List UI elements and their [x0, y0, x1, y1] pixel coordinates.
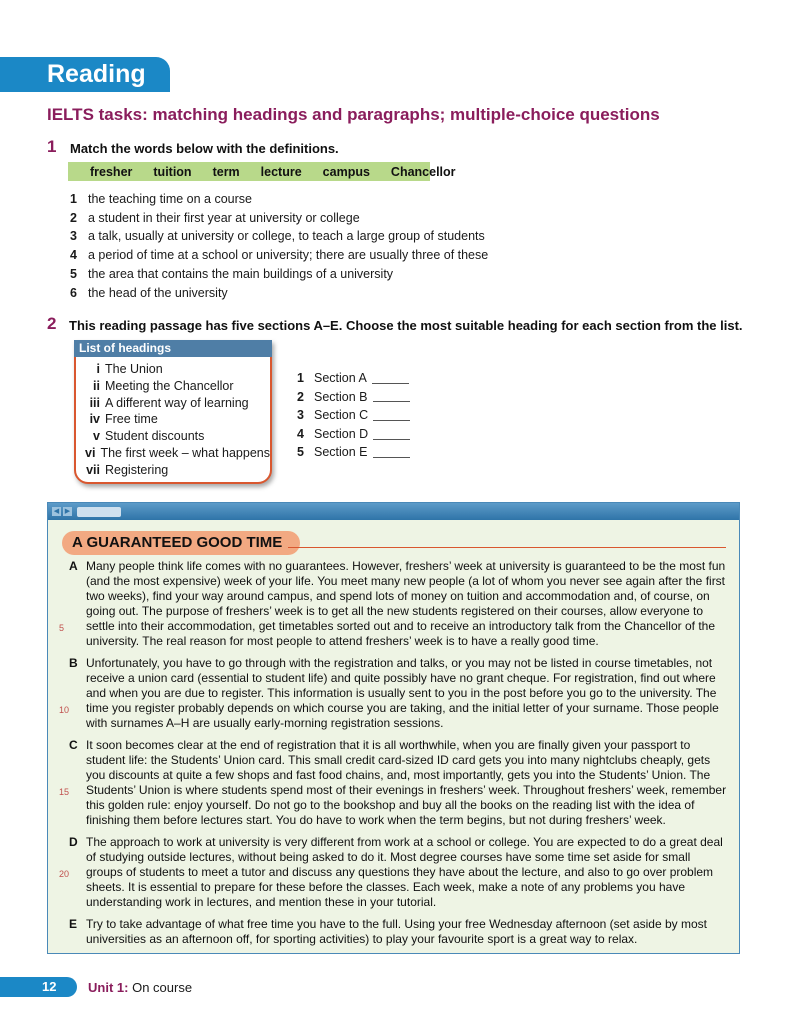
item-text: Section A — [314, 371, 367, 385]
item-number: 2 — [297, 389, 304, 404]
passage-paragraph — [69, 917, 729, 947]
unit-label — [88, 980, 192, 995]
passage-window — [47, 502, 740, 954]
item-number: 2 — [70, 210, 77, 225]
list-item — [70, 246, 488, 265]
list-item — [297, 388, 410, 407]
answer-blank[interactable] — [373, 447, 410, 458]
item-number: 4 — [70, 248, 77, 263]
item-text: Registering — [105, 462, 169, 477]
item-number: iv — [89, 412, 100, 427]
item-text: A different way of learning — [105, 395, 249, 410]
item-number: 5 — [297, 445, 304, 460]
list-item — [297, 443, 410, 462]
item-number: 4 — [297, 426, 304, 441]
item-number: vi — [85, 445, 96, 460]
list-item — [297, 406, 410, 425]
item-number: iii — [89, 395, 100, 410]
task-1-number: 1 — [47, 137, 57, 156]
unit-title: On course — [132, 980, 193, 995]
paragraph-text: Many people think life comes with no guarantees. However, freshers’ week at university is guaranteed to be the most fun (and the most expensive) week of your life. You meet many new people (a lot of whom you never see again after the first two weeks), find your way around campus, and spend lots of money on tuition and accommodation and, of course, on going out. The purpose of freshers’ week is to get all the new students registered on their courses, allow everyone to settle into their accommodation, get timetables sorted out and to receive an introductory talk from the Chancellor of the university. The real reason for most people to attend freshers’ week is to have a really good time. — [86, 559, 726, 648]
section-tab: Reading — [0, 57, 170, 92]
page-number: 12 — [0, 977, 77, 997]
answer-blank[interactable] — [373, 429, 410, 440]
item-text: a talk, usually at university or college, to teach a large group of students — [88, 229, 485, 244]
paragraph-text: It soon becomes clear at the end of registration that it is all worthwhile, when you are finally given your passport to student life: the Students’ Union card. This small credit card-sized ID card gets you into many nightclubs cheaply, gets you discounts at quite a few shops and fast food chains, and, most importantly, gets you into the Students’ Union. The Students’ Union is where students spend most of their evenings in freshers’ week. Throughout freshers’ week, remember this golden rule: enjoy yourself. Do not go to the bookshop and buy all the books on the reading list with the idea of finishing them before lectures start. You do have to work when the term begins, but not during freshers’ week. — [86, 738, 727, 827]
line-number: 5 — [59, 623, 65, 633]
item-text: a period of time at a school or university; there are usually three of these — [88, 248, 489, 263]
item-number: 5 — [70, 266, 77, 281]
definitions-list — [70, 190, 488, 302]
passage-paragraph — [69, 656, 729, 731]
sections-answer-list — [297, 369, 410, 462]
list-item — [76, 445, 270, 462]
passage-paragraph — [69, 559, 729, 649]
answer-blank[interactable] — [373, 410, 410, 421]
item-text: the area that contains the main buildings of a university — [88, 266, 394, 281]
word-bank-item: campus — [322, 164, 370, 179]
item-number: 1 — [70, 192, 77, 206]
item-text: Student discounts — [105, 429, 205, 444]
item-number: 3 — [297, 408, 304, 423]
word-bank-item: Chancellor — [390, 164, 456, 179]
word-bank — [68, 162, 456, 181]
title-divider — [288, 547, 726, 548]
item-text: Section D — [314, 426, 369, 441]
headings-list-title: List of headings — [74, 340, 272, 357]
word-bank-item: fresher — [90, 164, 133, 179]
item-text: the head of the university — [88, 285, 228, 300]
item-text: the teaching time on a course — [88, 192, 252, 206]
paragraph-letter: B — [69, 656, 78, 670]
word-bank-item: lecture — [260, 164, 302, 179]
address-bar[interactable] — [77, 507, 121, 517]
task-2-instruction: This reading passage has five sections A–E. Choose the most suitable heading for each section from the list. — [69, 318, 743, 333]
answer-blank[interactable] — [373, 391, 410, 402]
item-number: 6 — [70, 285, 77, 300]
list-item — [297, 425, 410, 444]
item-number: ii — [93, 378, 100, 393]
list-item — [76, 411, 270, 428]
paragraph-letter: D — [69, 835, 78, 849]
item-text: Section B — [314, 389, 368, 404]
paragraph-text: Unfortunately, you have to go through with the registration and talks, or you may not be listed in course timetables, not receive a union card (essential to student life) and quite possibly have no grant cheque. For registration, find out where and when you are due to register. This information is usually sent to you in the post before you go to the university. The time you register probably depends on which course you are taking, and the initial letter of your surname. Those people with surnames A–H are usually early-morning registration sessions. — [86, 656, 719, 730]
item-text: a student in their first year at university or college — [88, 210, 360, 225]
line-number: 20 — [59, 869, 70, 879]
list-item — [70, 284, 488, 303]
item-text: Free time — [105, 412, 158, 427]
list-item — [70, 227, 488, 246]
list-item — [70, 209, 488, 228]
item-number: vii — [86, 462, 100, 477]
line-number: 10 — [59, 705, 70, 715]
list-item — [76, 462, 270, 479]
list-item — [76, 361, 270, 378]
item-text: Section C — [314, 408, 369, 423]
word-bank-item: tuition — [153, 164, 192, 179]
passage-paragraph — [69, 738, 729, 828]
task-1-instruction: Match the words below with the definitions. — [70, 141, 339, 156]
item-number: 3 — [70, 229, 77, 244]
item-number: v — [93, 429, 100, 444]
answer-blank[interactable] — [372, 373, 409, 384]
item-text: The first week – what happens — [100, 445, 270, 460]
item-text: Section E — [314, 445, 368, 460]
passage-paragraph — [69, 835, 729, 910]
list-item — [76, 428, 270, 445]
paragraph-letter: E — [69, 917, 78, 931]
back-arrow-icon[interactable]: ◀ — [53, 508, 60, 515]
list-item — [297, 369, 410, 388]
item-text: Meeting the Chancellor — [105, 378, 234, 393]
paragraph-text: Try to take advantage of what free time you have to the full. Using your free Wednesday afternoon (set aside by most universities as an afternoon off, for sporting activities) to play your favourite sport is a great way to relax. — [86, 917, 707, 946]
unit-number: Unit 1: — [88, 980, 129, 995]
line-number: 15 — [59, 787, 70, 797]
item-number: i — [96, 362, 100, 376]
list-item — [70, 265, 488, 284]
passage-title: A GUARANTEED GOOD TIME — [62, 531, 300, 555]
forward-arrow-icon[interactable]: ▶ — [64, 508, 71, 515]
task-2-number: 2 — [47, 314, 57, 333]
headings-list-box — [74, 340, 272, 484]
page-subtitle: IELTS tasks: matching headings and paragraphs; multiple-choice questions — [47, 105, 660, 124]
list-item — [76, 378, 270, 395]
paragraph-text: The approach to work at university is very different from work at a school or college. You are expected to do a great deal of studying outside lectures, without being asked to do it. Most degree courses have some time set aside for small groups of students to meet a tutor and discuss any questions they have about the lecture, and also to go over problem sheets. It is essential to prepare for these before the classes. Each week, make a note of any problems you have understanding work in lectures, and mention these in your tutorial. — [86, 835, 723, 909]
paragraph-letter: A — [69, 559, 78, 573]
item-number: 1 — [297, 371, 304, 385]
word-bank-item: term — [212, 164, 240, 179]
list-item — [70, 190, 488, 209]
paragraph-letter: C — [69, 738, 78, 752]
window-toolbar — [48, 503, 739, 520]
list-item — [76, 395, 270, 412]
item-text: The Union — [105, 362, 163, 376]
